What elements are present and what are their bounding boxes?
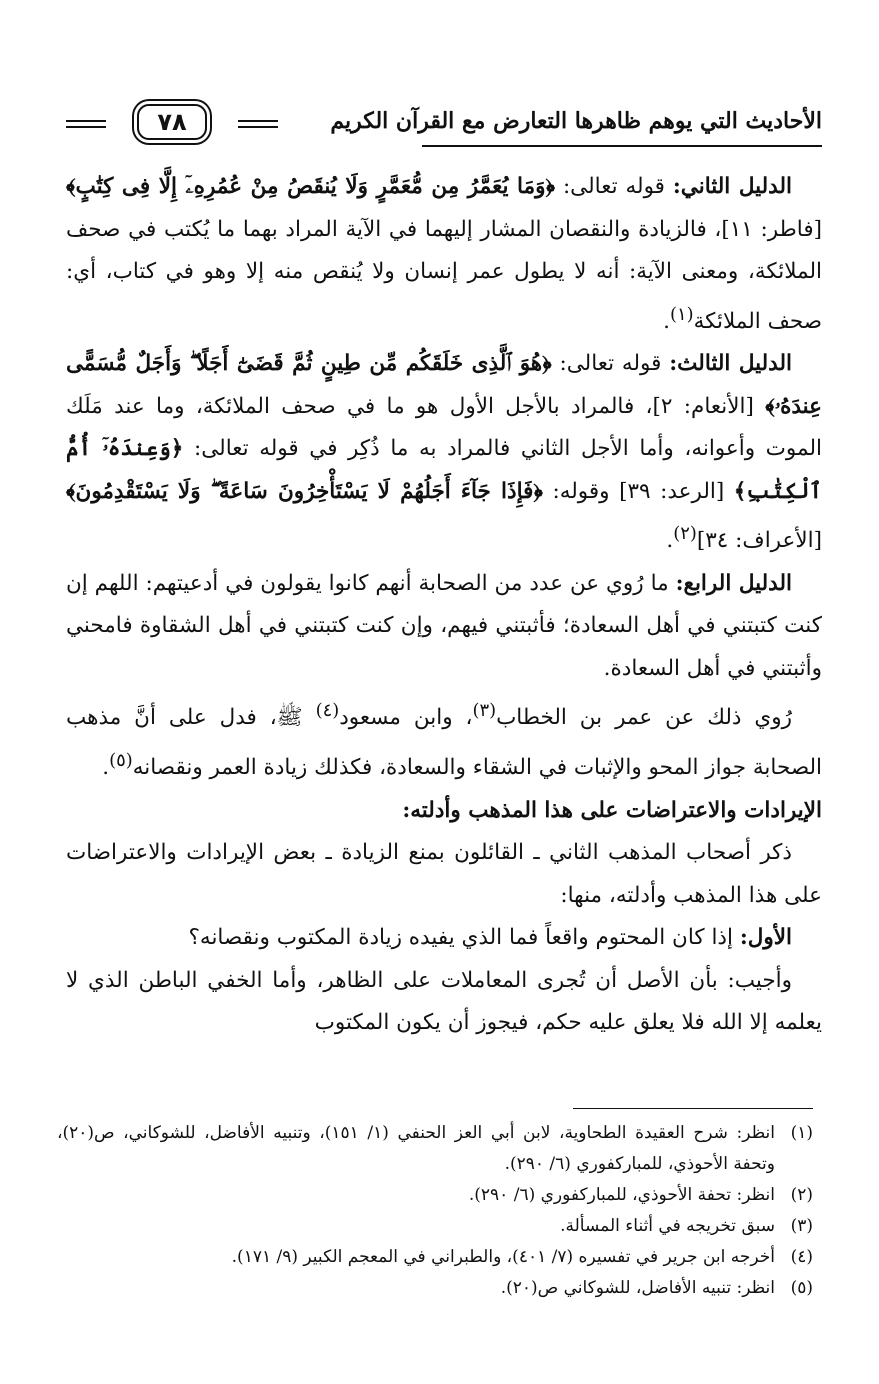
paragraph-text: ذكر أصحاب المذهب الثاني ـ القائلون بمنع الزيادة ـ بعض الإيرادات والاعتراضات على هذا المذهب وأدلته، منها: xyxy=(66,840,822,908)
footnote-number: (٢) xyxy=(790,1185,813,1205)
paragraph-text: قوله تعالى: xyxy=(551,351,670,377)
header-ornament-right xyxy=(238,120,278,132)
paragraph-narration xyxy=(66,690,822,789)
section-heading: الإيرادات والاعتراضات على هذا المذهب وأدلته: xyxy=(402,797,822,823)
page-number: ٧٨ xyxy=(137,104,206,140)
footnote-ref[interactable]: (٢) xyxy=(673,523,697,545)
footnote-ref[interactable]: (١) xyxy=(669,303,694,325)
paragraph-text: رُوي ذلك عن عمر بن الخطاب xyxy=(496,705,792,731)
footnote-text: انظر: تنبيه الأفاضل، للشوكاني ص(٢٠). xyxy=(500,1278,775,1298)
quran-verse: ﴿هُوَ ٱلَّذِى خَلَقَكُم مِّن طِينٍ ثُمَّ قَضَىٰٓ أَجَلًا ۖ وَأَجَلٌ مُّسَمًّى عِندَهُۥ﴾ xyxy=(66,351,822,419)
paragraph-evidence-3 xyxy=(66,343,822,563)
paragraph-evidence-2 xyxy=(66,166,822,343)
footnote-number: (١) xyxy=(790,1123,813,1143)
running-title: الأحاديث التي يوهم ظاهرها التعارض مع القرآن الكريم xyxy=(330,108,822,134)
footnote-item xyxy=(57,1118,813,1180)
page-header xyxy=(66,92,822,150)
paragraph-answer xyxy=(66,960,822,1045)
quran-verse: ﴿فَإِذَا جَآءَ أَجَلُهُمْ لَا يَسْتَأْخِرُونَ سَاعَةً ۖ وَلَا يَسْتَقْدِمُونَ﴾ xyxy=(66,478,543,504)
paragraph-text: قوله تعالى: xyxy=(555,174,673,199)
paragraph-text: وأجيب: بأن الأصل أن تُجرى المعاملات على الظاهر، وأما الخفي الباطن الذي لا يعلمه إلا الله فلا يعلق عليه حكم، فيجوز أن يكون المكتوب xyxy=(66,967,822,1036)
footnote-item xyxy=(57,1242,813,1273)
page-number-frame xyxy=(110,100,234,144)
footnote-ref[interactable]: (٣) xyxy=(472,700,497,722)
footnote-text: انظر: شرح العقيدة الطحاوية، لابن أبي العز الحنفي (١/ ١٥١)، وتنبيه الأفاضل، للشوكاني، ص(٢٠)، وتحفة الأحوذي، للمباركفوري (٦/ ٢٩٠). xyxy=(57,1123,775,1174)
page xyxy=(66,92,822,1045)
footnote-item xyxy=(57,1180,813,1211)
paragraph-label: الأول: xyxy=(739,925,792,951)
footnote-number: (٣) xyxy=(790,1216,813,1236)
quran-verse: ﴿وَمَا يُعَمَّرُ مِن مُّعَمَّرٍ وَلَا يُنقَصُ مِنْ عُمُرِهِۦٓ إِلَّا فِى كِتَٰبٍ﴾ xyxy=(66,174,556,199)
paragraph-text: [الأعراف: ٣٤] xyxy=(696,528,822,554)
footnote-text: أخرجه ابن جرير في تفسيره (٧/ ٤٠١)، والطبراني في المعجم الكبير (٩/ ١٧١). xyxy=(231,1247,775,1267)
paragraph-text: ما رُوي عن عدد من الصحابة أنهم كانوا يقولون في أدعيتهم: اللهم إن كنت كتبتني في أهل السعادة؛ فأثبتني فيهم، وإن كنت كتبتني في أهل الشقاوة فامحني وأثبتني في أهل السعادة. xyxy=(66,570,822,681)
footnote-separator xyxy=(573,1108,813,1109)
footnotes xyxy=(57,1118,813,1304)
footnote-item xyxy=(57,1273,813,1304)
footnote-item xyxy=(57,1211,813,1242)
header-ornament-left xyxy=(66,120,106,132)
paragraph-objections-intro xyxy=(66,832,822,917)
footnote-ref[interactable]: (٤) xyxy=(315,700,340,722)
footnote-text: سبق تخريجه في أثناء المسألة. xyxy=(560,1216,775,1236)
paragraph-text: ، وابن مسعود xyxy=(339,705,473,731)
paragraph-text: [الأنعام: ٢]، فالمراد بالأجل الأول هو ما في صحف الملائكة، وما عند مَلَك الموت وأعوانه، وأما الأجل الثاني فالمراد به ما ذُكِر في قوله تعالى: xyxy=(66,393,822,462)
paragraph-evidence-4 xyxy=(66,563,822,691)
quran-verse: ﴿وَعِندَهُۥٓ أُمُّ ٱلْكِتَٰبِ﴾ xyxy=(66,436,822,504)
paragraph-text: . xyxy=(663,308,670,334)
paragraph-label: الدليل الثاني: xyxy=(672,174,792,199)
paragraph-text: . xyxy=(666,528,674,554)
header-rule xyxy=(422,145,822,147)
footnote-number: (٥) xyxy=(790,1278,813,1298)
paragraph-objection-1 xyxy=(66,917,822,960)
paragraph-text: [الرعد: ٣٩] وقوله: xyxy=(542,478,734,504)
footnote-ref[interactable]: (٥) xyxy=(109,749,133,771)
paragraph-text: إذا كان المحتوم واقعاً فما الذي يفيده زيادة المكتوب ونقصانه؟ xyxy=(188,925,740,951)
footnote-number: (٤) xyxy=(790,1247,813,1267)
paragraph-label: الدليل الثالث: xyxy=(669,351,792,377)
paragraph-text: [فاطر: ١١]، فالزيادة والنقصان المشار إليهما في الآية المراد بهما ما يُكتب في صحف الملائكة، ومعنى الآية: أنه لا يطول عمر إنسان ولا يُنقص منه إلا وهو في كتاب، أي: صحف الملائكة xyxy=(66,216,822,334)
paragraph-label: الدليل الرابع: xyxy=(675,570,792,596)
main-text xyxy=(66,166,822,1045)
paragraph-text: ﷺ، فدل على أنَّ مذهب الصحابة جواز المحو والإثبات في الشقاء والسعادة، فكذلك زيادة العمر ونقصانه xyxy=(66,705,822,781)
footnote-text: انظر: تحفة الأحوذي، للمباركفوري (٦/ ٢٩٠). xyxy=(468,1185,775,1205)
paragraph-text: . xyxy=(102,755,110,781)
